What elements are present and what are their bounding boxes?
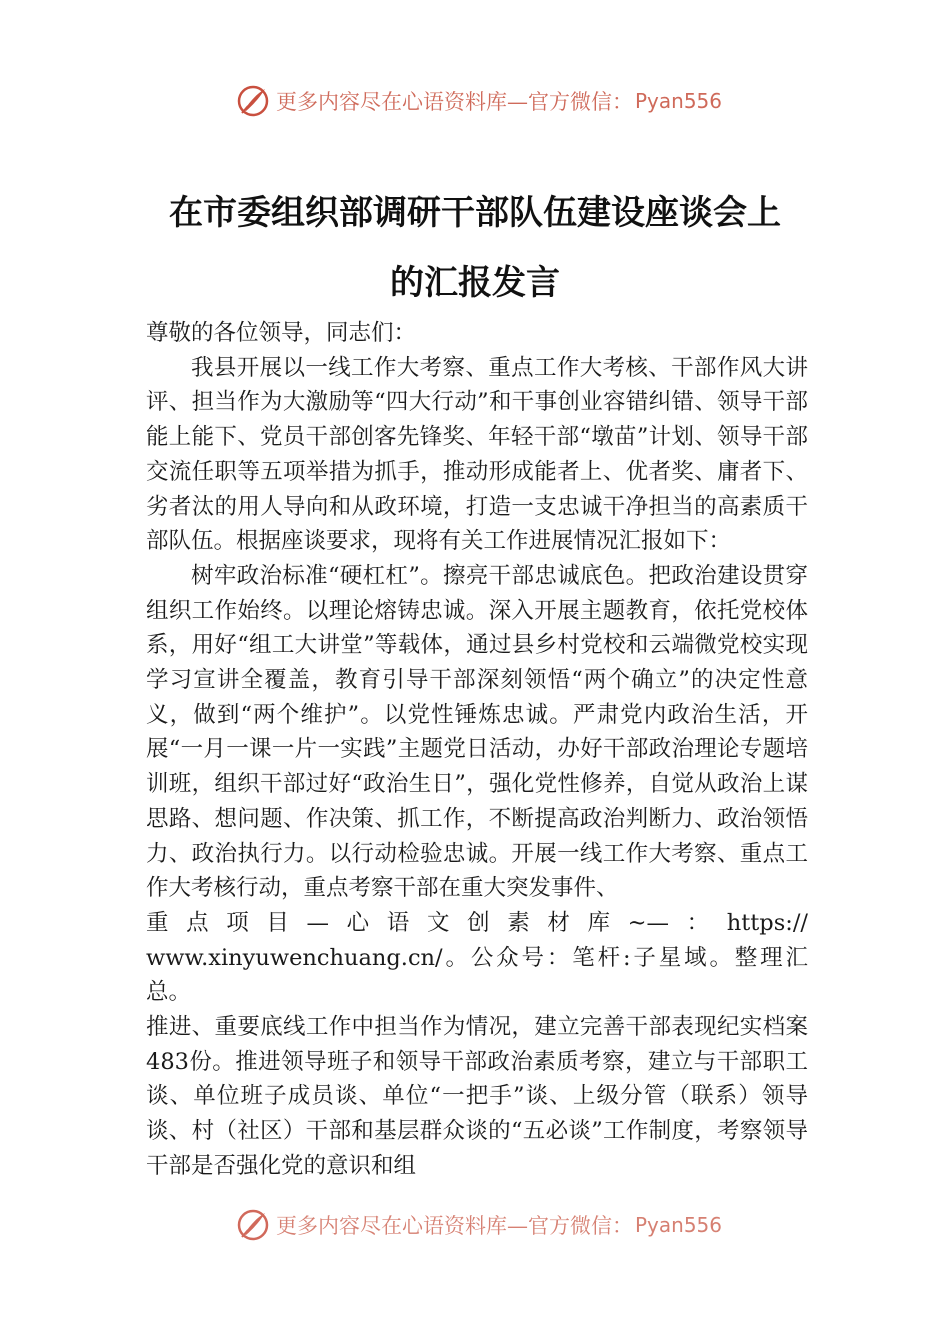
watermark-footer bbox=[236, 1208, 756, 1242]
title-line-1: 在市委组织部调研干部队伍建设座谈会上 bbox=[169, 193, 781, 233]
feather-quill-logo bbox=[236, 1208, 270, 1242]
title-line-2: 的汇报发言 bbox=[390, 263, 560, 303]
inline-watermark-text: 重点项目—心语文创素材库~—：https:// bbox=[146, 909, 808, 936]
paragraph-political-standard: 树牢政治标准“硬杠杠”。擦亮干部忠诚底色。把政治建设贯穿组织工作始终。以理论熔铸忠诚。深入开展主题教育，依托党校体系，用好“组工大讲堂”等载体，通过县乡村党校和云端微党校实现学习宣讲全覆盖，教育引导干部深刻领悟“两个确立”的决定性意义，做到“两个维护”。以党性锤炼忠诚。严肃党内政治生活，开展“一月一课一片一实践”主题党日活动，办好干部政治理论专题培训班，组织干部过好“政治生日”，强化党性修养，自觉从政治上谋思路、想问题、作决策、抓工作，不断提高政治判断力、政治领悟力、政治执行力。以行动检验忠诚。开展一线工作大考察、重点工作大考核行动，重点考察干部在重大突发事件、 bbox=[146, 562, 808, 902]
watermark-account: Pyan556 bbox=[635, 89, 723, 113]
paragraph-continuation: 推进、重要底线工作中担当作为情况，建立完善干部表现纪实档案483份。推进领导班子和领导干部政治素质考察，建立与干部职工谈、单位班子成员谈、单位“一把手”谈、上级分管（联系）领导谈、村（社区）干部和基层群众谈的“五必谈”工作制度，考察领导干部是否强化党的意识和组 bbox=[146, 1014, 808, 1179]
watermark-text: 更多内容尽在心语资料库—官方微信： bbox=[276, 90, 633, 114]
paragraph-url-line bbox=[146, 941, 808, 1010]
watermark-header bbox=[236, 84, 756, 118]
paragraph-watermark-line bbox=[146, 906, 808, 941]
feather-quill-logo bbox=[236, 84, 270, 118]
document-title bbox=[140, 178, 810, 318]
salutation: 尊敬的各位领导，同志们： bbox=[146, 320, 417, 346]
inline-url-text: www.xinyuwenchuang.cn/。公众号：笔杆:子星域。整理汇总。 bbox=[146, 944, 808, 1006]
watermark-account: Pyan556 bbox=[635, 1213, 723, 1237]
watermark-text: 更多内容尽在心语资料库—官方微信： bbox=[276, 1214, 633, 1238]
paragraph-intro: 我县开展以一线工作大考察、重点工作大考核、干部作风大讲评、担当作为大激励等“四大行动”和干事创业容错纠错、领导干部能上能下、党员干部创客先锋奖、年轻干部“墩苗”计划、领导干部交流任职等五项举措为抓手，推动形成能者上、优者奖、庸者下、劣者汰的用人导向和从政环境，打造一支忠诚干净担当的高素质干部队伍。根据座谈要求，现将有关工作进展情况汇报如下： bbox=[146, 354, 808, 555]
document-body bbox=[146, 316, 808, 1184]
